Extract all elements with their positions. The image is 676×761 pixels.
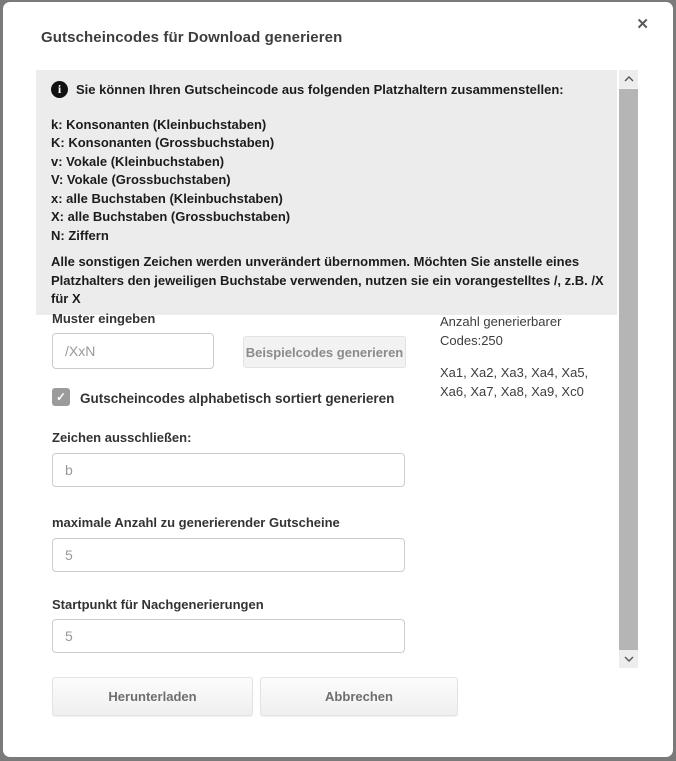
codes-count: Anzahl generierbarer Codes:250 — [440, 314, 562, 348]
scrollbar[interactable] — [619, 70, 638, 668]
download-button[interactable]: Herunterladen — [52, 677, 253, 716]
chevron-down-icon — [624, 656, 634, 662]
close-icon[interactable]: ✕ — [636, 16, 649, 33]
info-icon: i — [51, 81, 68, 98]
placeholder-rule: V: Vokale (Grossbuchstaben) — [51, 172, 231, 187]
info-note: Alle sonstigen Zeichen werden unverändert übernommen. Möchten Sie anstelle eines Platzhalters den jeweiligen Buchstabe verwenden, nutzen sie ein vorangestelltes /, z.B. /X für X — [51, 254, 604, 306]
scroll-down-button[interactable] — [619, 650, 638, 668]
chevron-up-icon — [624, 76, 634, 82]
scroll-up-button[interactable] — [619, 70, 638, 88]
generate-examples-button[interactable]: Beispielcodes generieren — [243, 336, 406, 368]
dialog-title: Gutscheincodes für Download generieren — [41, 29, 343, 46]
scrollbar-thumb[interactable] — [619, 89, 638, 650]
cancel-button[interactable]: Abbrechen — [260, 677, 458, 716]
placeholder-rule: N: Ziffern — [51, 227, 109, 243]
start-point-label: Startpunkt für Nachgenerierungen — [52, 597, 264, 612]
generated-codes-panel — [440, 312, 602, 401]
placeholder-rule: K: Konsonanten (Grossbuchstaben) — [51, 135, 275, 150]
start-point-input[interactable] — [52, 619, 405, 653]
pattern-label: Muster eingeben — [52, 311, 156, 326]
sorted-checkbox-label[interactable]: Gutscheincodes alphabetisch sortiert generieren — [80, 391, 395, 406]
placeholder-rule: k: Konsonanten (Kleinbuchstaben) — [51, 116, 267, 132]
placeholder-info-box — [36, 70, 617, 315]
generate-codes-dialog — [3, 2, 673, 757]
info-intro-text: Sie können Ihren Gutscheincode aus folgenden Platzhaltern zusammenstellen: — [76, 82, 564, 97]
placeholder-rule: X: alle Buchstaben (Grossbuchstaben) — [51, 209, 291, 224]
info-intro-row — [51, 81, 602, 100]
codes-examples: Xa1, Xa2, Xa3, Xa4, Xa5, Xa6, Xa7, Xa8, Xa9, Xc0 — [440, 365, 589, 399]
exclude-label: Zeichen ausschließen: — [52, 430, 192, 445]
pattern-input[interactable] — [52, 333, 214, 369]
placeholder-rule: x: alle Buchstaben (Kleinbuchstaben) — [51, 190, 283, 206]
max-count-input[interactable] — [52, 538, 405, 572]
sorted-checkbox[interactable] — [52, 388, 70, 406]
exclude-characters-input[interactable] — [52, 453, 405, 487]
max-count-label: maximale Anzahl zu generierender Gutscheine — [52, 515, 340, 530]
check-icon: ✓ — [55, 390, 67, 404]
placeholder-rule: v: Vokale (Kleinbuchstaben) — [51, 153, 225, 169]
